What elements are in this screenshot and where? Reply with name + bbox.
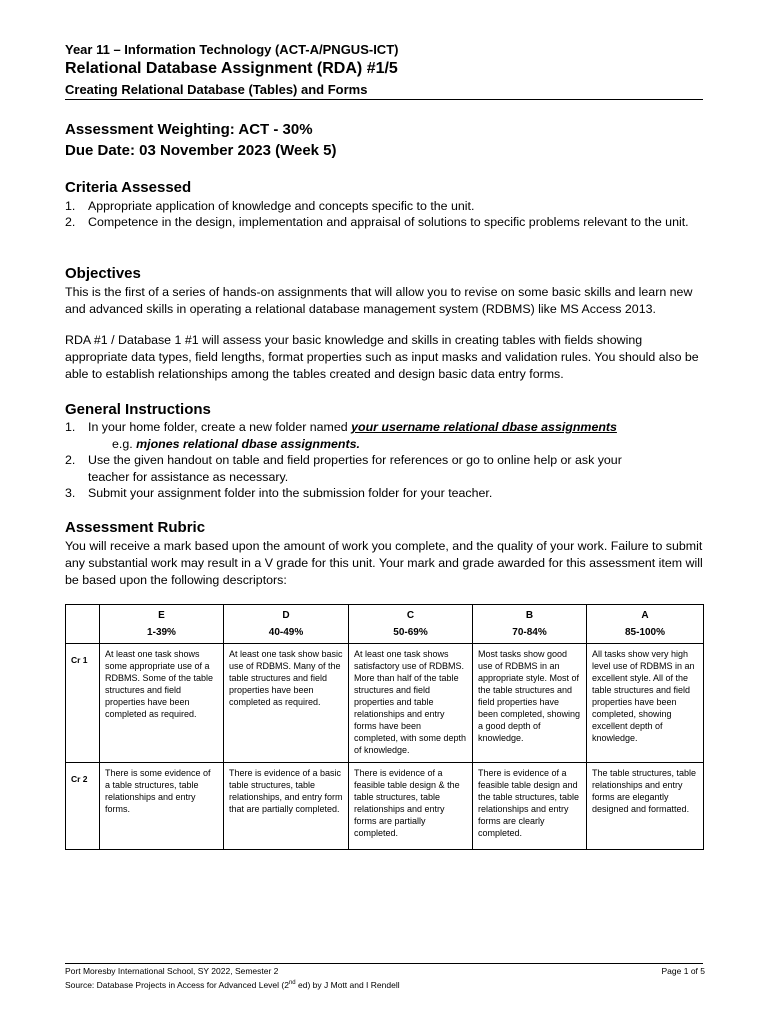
grade-letter: D xyxy=(282,610,290,621)
descriptor-cell: The table structures, table relationships and entry forms are elegantly designed and formatted. xyxy=(587,763,704,850)
grade-header-c xyxy=(349,605,473,644)
grade-letter: E xyxy=(158,610,165,621)
footer-source xyxy=(65,977,705,991)
instruction-item-2 xyxy=(65,452,705,486)
descriptor-cell: All tasks show very high level use of RDBMS in an excellent style. All of the table structures and field properties have been completed, showing excellent depth of knowledge. xyxy=(587,644,704,763)
grade-letter: B xyxy=(525,610,534,621)
instruction-item-number: 1. xyxy=(65,420,76,434)
descriptor-cell: There is evidence of a feasible table design and the table structures, table relationships and entry forms are clearly completed. xyxy=(473,763,587,850)
header-divider xyxy=(65,99,703,100)
folder-name-emphasis: your username relational dbase assignments xyxy=(351,420,617,434)
grade-header-d xyxy=(224,605,349,644)
criteria-item-1 xyxy=(65,198,705,215)
instructions-heading: General Instructions xyxy=(65,401,211,418)
criteria-item-2 xyxy=(65,214,705,231)
footer-source-text-end: ed) by J Mott and I Rendell xyxy=(295,979,400,990)
rubric-grade-row xyxy=(66,605,704,644)
grade-header-a xyxy=(587,605,704,644)
instruction-item-text: In your home folder, create a new folder named xyxy=(88,420,352,434)
descriptor-cell: There is evidence of a feasible table design & the table structures, table relationships and entry forms are partially completed. xyxy=(349,763,473,850)
criteria-heading: Criteria Assessed xyxy=(65,179,192,196)
example-folder-name: mjones relational dbase assignments. xyxy=(136,437,360,451)
descriptor-cell: At least one task shows satisfactory use of RDBMS. More than half of the table structures and field properties and table relationships and entry forms have been completed, with some depth of knowledge. xyxy=(349,644,473,763)
instruction-item-number: 3. xyxy=(65,486,76,500)
grade-letter: C xyxy=(406,610,415,621)
criteria-item-text: Competence in the design, implementation and appraisal of solutions to specific problems relevant to the unit. xyxy=(88,215,689,229)
rubric-intro: You will receive a mark based upon the amount of work you complete, and the quality of your work. Failure to submit any substantial work may result in a V grade for this unit. Your mark and grade awarded for this assessment item will be based upon the following descriptors: xyxy=(65,539,703,587)
rubric-criterion-row-2 xyxy=(66,763,704,850)
grade-letter: A xyxy=(641,610,649,621)
grade-range: 85-100% xyxy=(624,627,666,638)
instruction-item-text: Submit your assignment folder into the submission folder for your teacher. xyxy=(88,486,493,500)
descriptor-cell: At least one task show basic use of RDBMS. Many of the table structures and field properties have been completed as required. xyxy=(224,644,349,763)
instruction-item-1 xyxy=(65,419,705,453)
footer-school: Port Moresby International School, SY 2022, Semester 2 xyxy=(65,966,279,976)
assignment-subtitle: Creating Relational Database (Tables) and Forms xyxy=(65,82,368,97)
criterion-label: Cr 2 xyxy=(66,763,100,850)
instruction-item-number: 2. xyxy=(65,453,76,467)
criterion-label: Cr 1 xyxy=(66,644,100,763)
grade-range: 1-39% xyxy=(147,627,176,638)
assessment-rubric-table xyxy=(65,604,704,850)
grade-range: 40-49% xyxy=(268,627,304,638)
grade-range: 50-69% xyxy=(393,627,428,638)
descriptor-cell: There is some evidence of a table structures, table relationships and entry forms. xyxy=(100,763,224,850)
descriptor-cell: Most tasks show good use of RDBMS in an appropriate style. Most of the table structures and field properties have been completed, showing a good depth of knowledge. xyxy=(473,644,587,763)
footer-divider xyxy=(65,963,703,964)
grade-header-e xyxy=(100,605,224,644)
descriptor-cell: There is evidence of a basic table structures, table relationships, and entry form that are partially completed. xyxy=(224,763,349,850)
assignment-title: Relational Database Assignment (RDA) #1/5 xyxy=(65,60,398,77)
criteria-item-number: 2. xyxy=(65,215,76,229)
rubric-corner-cell xyxy=(66,605,100,644)
assessment-weighting: Assessment Weighting: ACT - 30% xyxy=(65,121,313,138)
grade-header-b xyxy=(473,605,587,644)
course-title: Year 11 – Information Technology (ACT-A/PNGUS-ICT) xyxy=(65,42,399,57)
footer-source-superscript: nd xyxy=(288,980,296,986)
objectives-paragraph-1: This is the first of a series of hands-on assignments that will allow you to revise on some basic skills and learn new and advanced skills in operating a relational database management system (RDBMS) like MS Access 2013. xyxy=(65,285,693,316)
instruction-item-3 xyxy=(65,485,705,502)
objectives-paragraph-2: RDA #1 / Database 1 #1 will assess your basic knowledge and skills in creating tables with fields showing appropriate data types, field lengths, format properties such as input masks and validation rules. You should also be able to establish relationships among the tables created and design basic data entry forms. xyxy=(65,333,699,381)
footer-source-text: Source: Database Projects in Access for Advanced Level (2 xyxy=(65,979,289,990)
example-prefix: e.g. xyxy=(112,437,137,451)
rubric-heading: Assessment Rubric xyxy=(65,519,206,536)
due-date: Due Date: 03 November 2023 (Week 5) xyxy=(65,142,337,159)
criteria-item-number: 1. xyxy=(65,199,76,213)
rubric-criterion-row-1 xyxy=(66,644,704,763)
footer-line-1 xyxy=(65,965,705,977)
instruction-item-text: Use the given handout on table and field properties for references or go to online help or ask your teacher for assistance as necessary. xyxy=(88,453,622,484)
criteria-item-text: Appropriate application of knowledge and concepts specific to the unit. xyxy=(88,199,475,213)
grade-range: 70-84% xyxy=(512,627,547,638)
descriptor-cell: At least one task shows some appropriate use of a RDBMS. Some of the table structures and field properties have been completed as required. xyxy=(100,644,224,763)
page-number: Page 1 of 5 xyxy=(661,966,705,976)
objectives-heading: Objectives xyxy=(65,265,141,282)
